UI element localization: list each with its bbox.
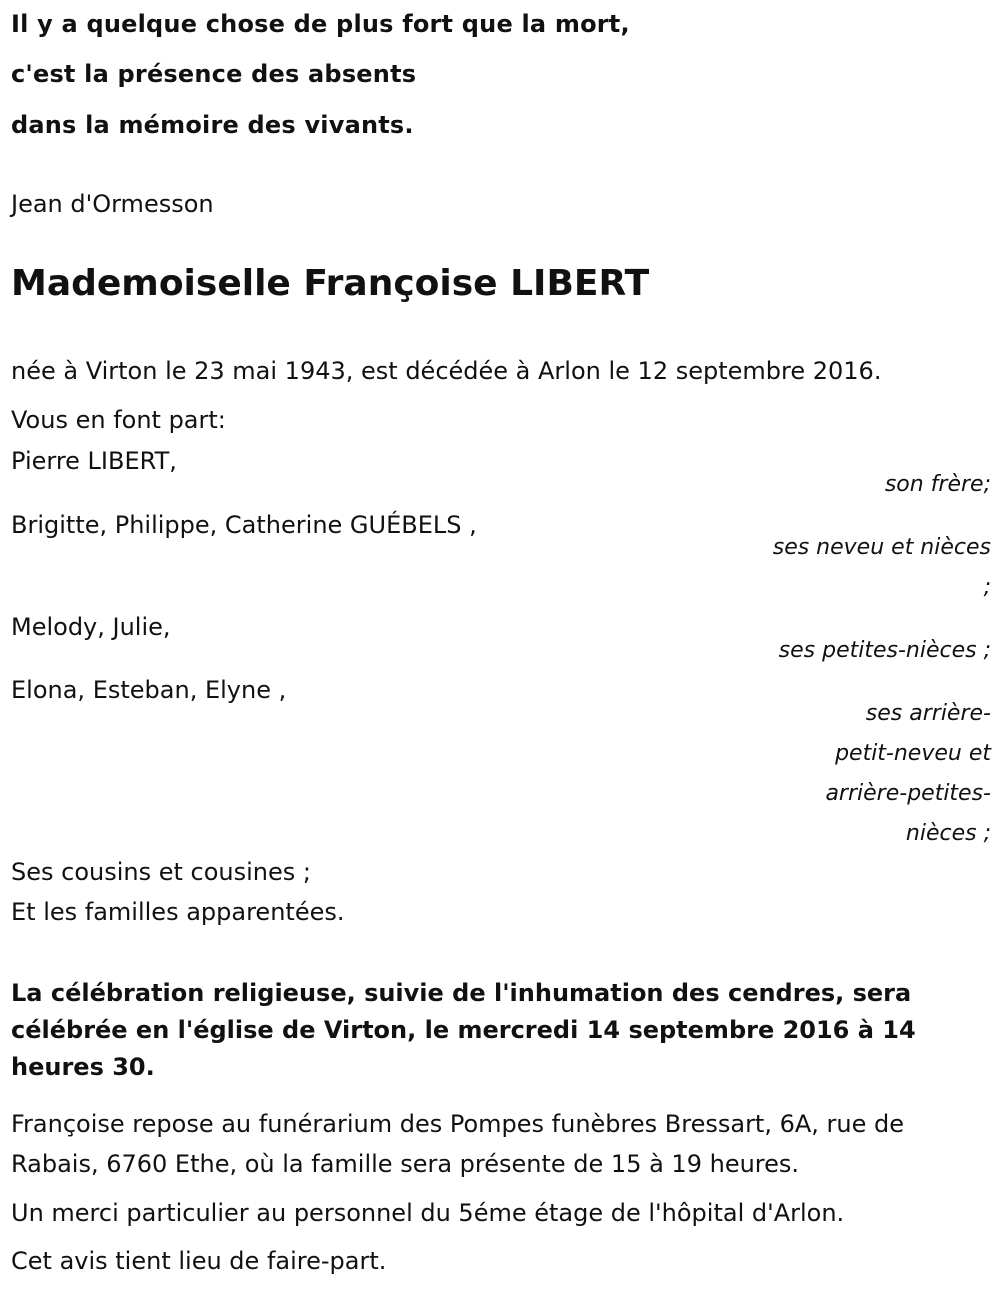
- funerarium-info: Françoise repose au funérarium des Pompes funèbres Bressart, 6A, rue de Rabais, 6760 Ethe, où la famille sera présente de 15 à 19 heures.: [11, 1110, 905, 1178]
- closing-note: Cet avis tient lieu de faire-part.: [11, 1247, 387, 1275]
- quote-line-3: dans la mémoire des vivants.: [11, 111, 414, 139]
- birth-death-statement: née à Virton le 23 mai 1943, est décédée à Arlon le 12 septembre 2016.: [11, 357, 882, 385]
- quote-line-2: c'est la présence des absents: [11, 60, 417, 88]
- family-relation: ;: [983, 575, 991, 600]
- family-names: Brigitte, Philippe, Catherine GUÉBELS ,: [11, 511, 477, 539]
- family-relation: petit-neveu et: [835, 741, 991, 766]
- family-relation: ses arrière-: [865, 701, 991, 726]
- family-relation: ses neveu et nièces: [772, 535, 991, 560]
- ceremony-announcement: La célébration religieuse, suivie de l'inhumation des cendres, sera célébrée en l'église de Virton, le mercredi 14 septembre 2016 à 14 heures 30.: [11, 979, 916, 1081]
- family-names: Pierre LIBERT,: [11, 447, 177, 475]
- other-relatives: Ses cousins et cousines ;: [11, 858, 311, 886]
- family-names: Melody, Julie,: [11, 613, 171, 641]
- family-names: Elona, Esteban, Elyne ,: [11, 676, 287, 704]
- announcers-intro: Vous en font part:: [11, 406, 226, 434]
- quote-line-1: Il y a quelque chose de plus fort que la mort,: [11, 10, 630, 38]
- thanks-note: Un merci particulier au personnel du 5éme étage de l'hôpital d'Arlon.: [11, 1199, 845, 1227]
- quote-author: Jean d'Ormesson: [11, 190, 214, 218]
- deceased-name: Mademoiselle Françoise LIBERT: [11, 263, 650, 304]
- family-relation: son frère;: [884, 472, 991, 497]
- family-relation: ses petites-nièces ;: [778, 638, 991, 663]
- family-relation: nièces ;: [905, 821, 991, 846]
- family-relation: arrière-petites-: [825, 781, 991, 806]
- other-relatives: Et les familles apparentées.: [11, 898, 345, 926]
